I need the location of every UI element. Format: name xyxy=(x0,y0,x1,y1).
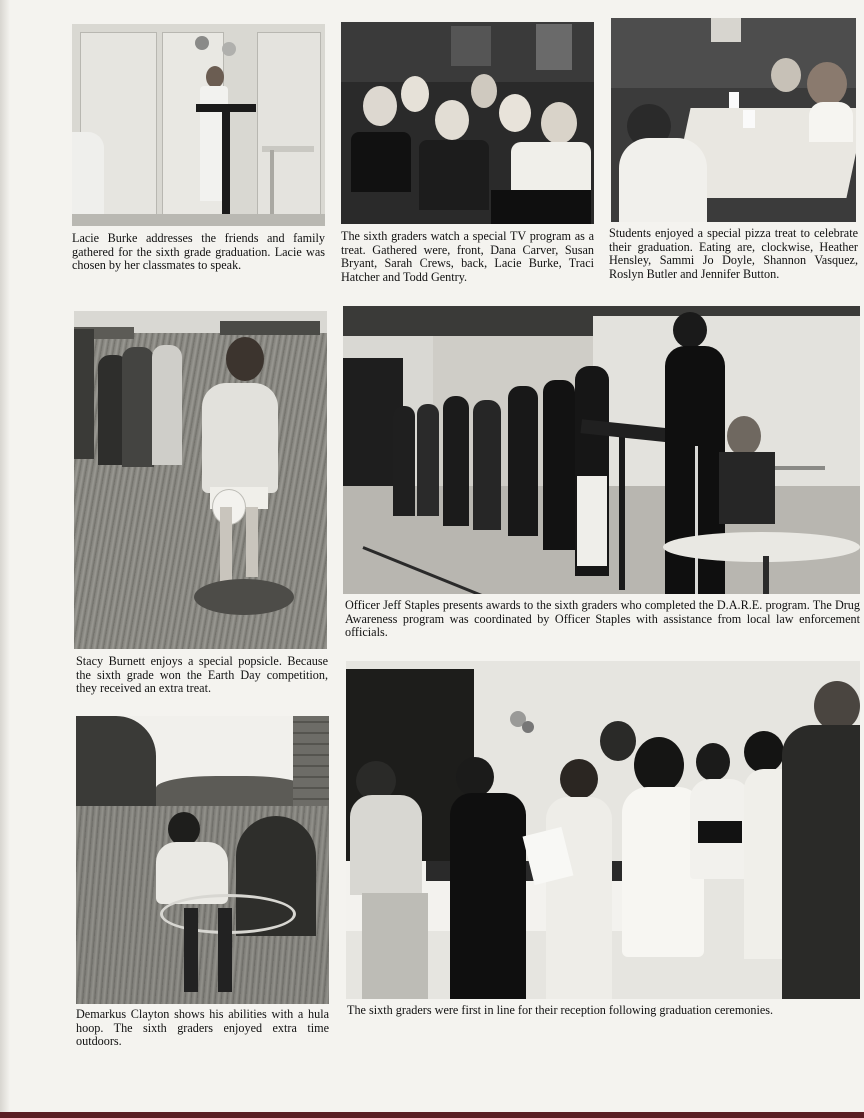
caption-students-watching-tv: The sixth graders watch a special TV program as a treat. Gathered were, front, Dana Carver, Susan Bryant, Sarah Crews, back, Lacie Burke, Traci Hatcher and Todd Gentry. xyxy=(341,229,594,284)
photo-graduation-speech xyxy=(72,24,325,226)
caption-hula-hoop: Demarkus Clayton shows his abilities with a hula hoop. The sixth graders enjoyed extra time outdoors. xyxy=(76,1007,329,1049)
caption-graduation-speech: Lacie Burke addresses the friends and family gathered for the sixth grade graduation. Lacie was chosen by her classmates to speak. xyxy=(72,231,325,273)
page-binding-edge xyxy=(0,0,10,1118)
photo-students-watching-tv xyxy=(341,22,594,224)
photo-dare-awards xyxy=(343,306,860,594)
caption-pizza-party: Students enjoyed a special pizza treat to celebrate their graduation. Eating are, clockwise, Heather Hensley, Sammi Jo Doyle, Shannon Vasquez, Roslyn Butler and Jennifer Button. xyxy=(609,226,858,281)
caption-popsicle-outdoors: Stacy Burnett enjoys a special popsicle. Because the sixth grade won the Earth Day competition, they received an extra treat. xyxy=(76,654,328,696)
caption-dare-awards: Officer Jeff Staples presents awards to the sixth graders who completed the D.A.R.E. program. The Drug Awareness program was coordinated by Officer Staples with assistance from local law enforcement officials. xyxy=(345,598,860,640)
page-bottom-edge xyxy=(0,1112,864,1118)
photo-pizza-party xyxy=(611,18,856,222)
caption-graduation-reception: The sixth graders were first in line for their reception following graduation ceremonies. xyxy=(347,1003,774,1017)
photo-hula-hoop xyxy=(76,716,329,1004)
photo-popsicle-outdoors xyxy=(74,311,327,649)
photo-graduation-reception xyxy=(346,661,860,999)
